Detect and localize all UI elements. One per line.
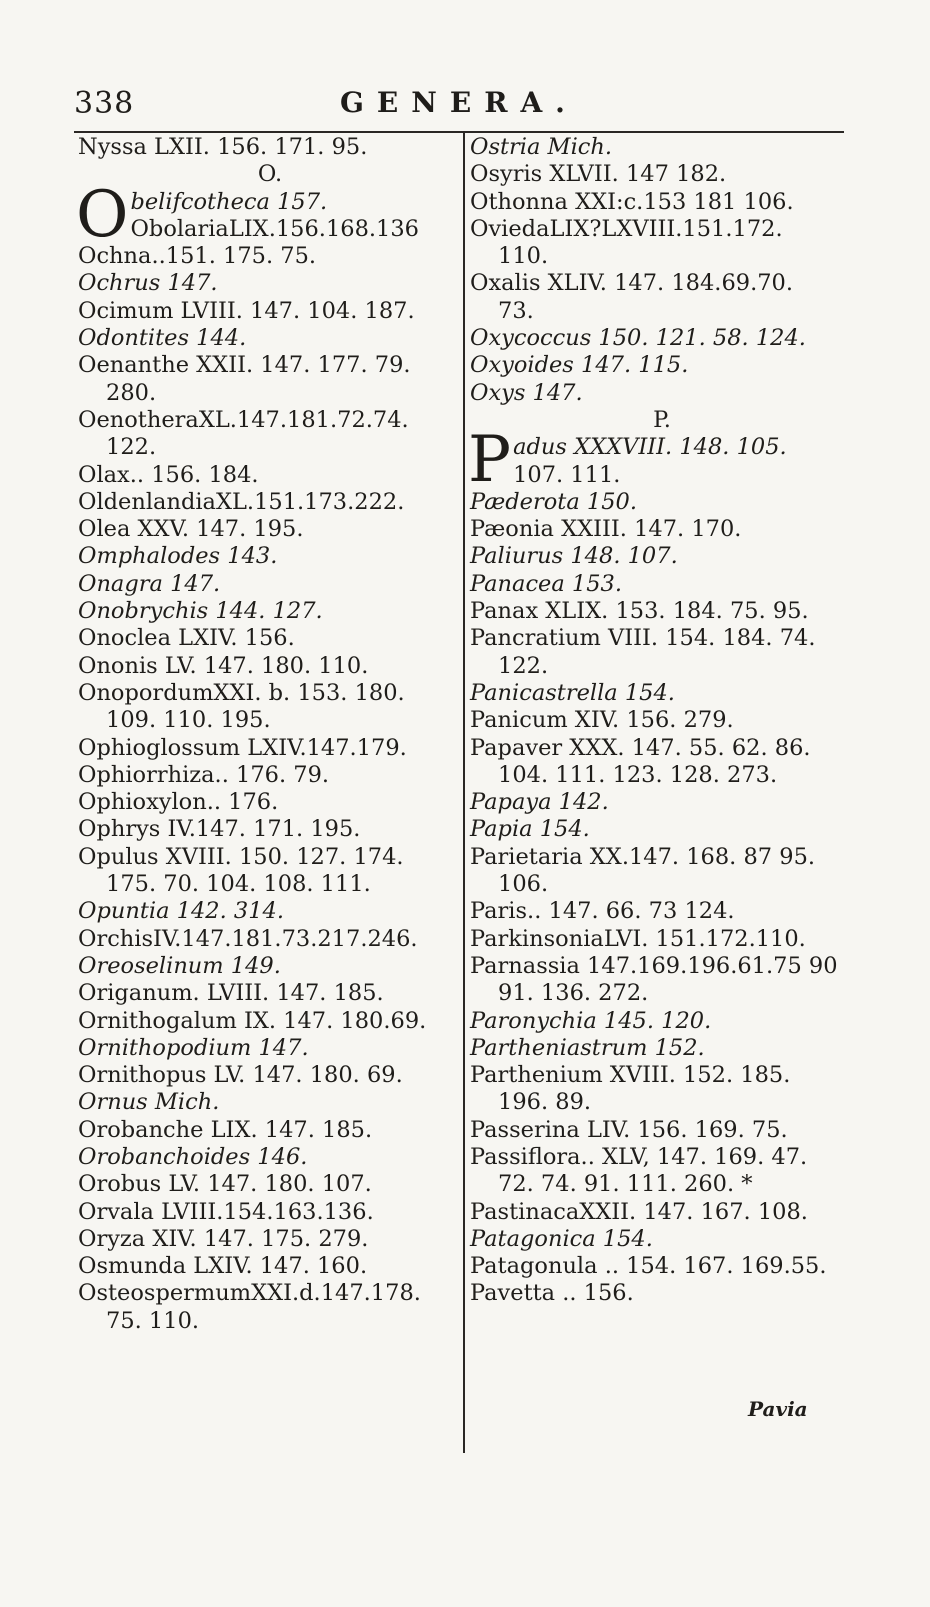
index-entry [470,1280,854,1307]
catchword: Pavia [748,1397,808,1421]
index-entry [470,898,854,925]
entry-text: belifcotheca 157. [130,188,328,215]
entry-text: Onagra 147. [78,570,221,597]
entry-text: O. [257,161,283,188]
entry-text: 110. [498,243,549,270]
index-entry [78,1035,462,1062]
entry-text: Onobrychis 144. 127. [78,598,323,625]
entry-text: OviedaLIX?LXVIII.151.172. [470,215,783,242]
index-entry [470,489,854,516]
index-entry [78,1171,462,1198]
entry-text: 91. 136. 272. [498,980,649,1007]
index-entry [78,543,462,570]
index-entry [78,1117,462,1144]
entry-text: OenotheraXL.147.181.72.74. [78,406,409,433]
index-entry [470,598,854,625]
entry-text: Ophioxylon.. 176. [78,789,279,816]
entry-text: 73. [498,297,534,324]
section-letter-heading [78,161,462,188]
section-letter-heading [470,407,854,434]
index-entry [470,1144,854,1171]
entry-text: Opulus XVIII. 150. 127. 174. [78,843,404,870]
index-entry [78,680,462,707]
index-entry [470,1008,854,1035]
entry-text: Panax XLIX. 153. 184. 75. 95. [470,598,809,625]
page-number: 338 [74,86,135,121]
entry-text: OsteospermumXXI.d.147.178. [78,1280,421,1307]
index-entry [470,1226,854,1253]
entry-text: Ornithopus LV. 147. 180. 69. [78,1062,403,1089]
entry-text: ObolariaLIX.156.168.136 [130,215,419,242]
index-continuation-line [78,434,462,461]
index-entry [78,1008,462,1035]
index-entry [78,325,462,352]
index-entry [470,380,854,407]
entry-text: Othonna XXI:c.153 181 106. [470,188,794,215]
index-entry [470,1035,854,1062]
entry-text: Parnassia 147.169.196.61.75 90 [470,952,838,979]
entry-text: Panacea 153. [470,570,623,597]
entry-text: 75. 110. [106,1307,200,1334]
entry-text: Papaya 142. [470,789,609,816]
entry-text: OldenlandiaXL.151.173.222. [78,488,405,515]
index-continuation-line [78,216,462,243]
index-entry [470,926,854,953]
index-entry [470,953,854,980]
entry-text: Oxycoccus 150. 121. 58. 124. [470,325,806,352]
entry-text: Opuntia 142. 314. [78,898,284,925]
entry-text: Orobanchoides 146. [78,1143,308,1170]
column-divider [463,133,465,1453]
entry-text: Ocimum LVIII. 147. 104. 187. [78,297,415,324]
entry-text: ParkinsoniaLVI. 151.172.110. [470,925,806,952]
entry-text: 196. 89. [498,1089,592,1116]
index-entry [78,816,462,843]
entry-text: Paronychia 145. 120. [470,1007,712,1034]
index-entry [470,161,854,188]
entry-text: Olea XXV. 147. 195. [78,516,304,543]
index-entry [78,1226,462,1253]
index-entry [470,516,854,543]
entry-text: Olax.. 156. 184. [78,461,259,488]
index-entry [470,844,854,871]
index-continuation-line [470,243,854,270]
entry-text: Orvala LVIII.154.163.136. [78,1198,374,1225]
entry-text: 72. 74. 91. 111. 260. * [498,1171,753,1198]
entry-text: Pæderota 150. [470,488,638,515]
index-entry [470,1199,854,1226]
entry-text: Ophiorrhiza.. 176. 79. [78,761,330,788]
entry-text: Omphalodes 143. [78,543,278,570]
index-continuation-line [470,653,854,680]
index-continuation-line [470,871,854,898]
index-entry [470,1062,854,1089]
entry-text: adus XXXVIII. 148. 105. [513,434,787,461]
running-head: GENERA. [340,86,578,119]
index-entry [470,543,854,570]
index-entry [78,1089,462,1116]
entry-text: Pæonia XXIII. 147. 170. [470,516,742,543]
entry-text: Ophrys IV.147. 171. 195. [78,816,361,843]
index-continuation-line [470,1171,854,1198]
entry-text: Papaver XXX. 147. 55. 62. 86. [470,734,811,761]
index-entry [78,462,462,489]
index-entry [78,571,462,598]
index-entry [470,789,854,816]
index-entry [78,980,462,1007]
entry-text: 109. 110. 195. [106,707,271,734]
entry-text: Oreoselinum 149. [78,952,281,979]
index-continuation-line [470,298,854,325]
entry-text: Orobus LV. 147. 180. 107. [78,1171,372,1198]
index-entry [78,735,462,762]
index-entry [78,134,462,161]
drop-cap-initial: P [468,423,512,498]
entry-text: Onoclea LXIV. 156. [78,625,295,652]
entry-text: Oenanthe XXII. 147. 177. 79. [78,352,411,379]
index-continuation-line [78,380,462,407]
entry-text: Parietaria XX.147. 168. 87 95. [470,843,816,870]
index-entry [78,762,462,789]
entry-text: Pancratium VIII. 154. 184. 74. [470,625,816,652]
entry-text: Ochrus 147. [78,270,218,297]
entry-text: Parthenium XVIII. 152. 185. [470,1062,791,1089]
entry-text: Partheniastrum 152. [470,1034,705,1061]
index-entry [470,625,854,652]
left-column [78,134,462,1335]
entry-text: Paliurus 148. 107. [470,543,678,570]
index-entry [78,926,462,953]
entry-text: Papia 154. [470,816,590,843]
index-entry [470,680,854,707]
entry-text: P. [653,406,671,433]
index-entry [78,516,462,543]
index-entry [78,243,462,270]
index-continuation-line [78,707,462,734]
index-entry [78,407,462,434]
index-entry [78,598,462,625]
index-entry [78,1144,462,1171]
entry-text: Osyris XLVII. 147 182. [470,161,727,188]
index-entry [470,270,854,297]
entry-text: Ostria Mich. [470,134,613,160]
index-entry [470,1117,854,1144]
index-entry [470,735,854,762]
entry-text: 107. 111. [513,461,621,488]
entry-text: Odontites 144. [78,325,247,352]
entry-text: Panicastrella 154. [470,679,675,706]
entry-text: Orobanche LIX. 147. 185. [78,1116,373,1143]
index-entry [78,1253,462,1280]
index-entry [470,216,854,243]
index-entry [78,298,462,325]
index-entry [78,898,462,925]
index-entry [470,189,854,216]
index-entry [78,1199,462,1226]
entry-text: Ophioglossum LXIV.147.179. [78,734,407,761]
index-entry [78,270,462,297]
index-entry [470,352,854,379]
entry-text: Origanum. LVIII. 147. 185. [78,980,384,1007]
entry-text: Paris.. 147. 66. 73 124. [470,898,735,925]
entry-text: OrchisIV.147.181.73.217.246. [78,925,418,952]
index-continuation-line [470,462,854,489]
entry-text: Oxyoides 147. 115. [470,352,689,379]
entry-text: 122. [106,434,157,461]
entry-text: 106. [498,871,549,898]
entry-text: 122. [498,652,549,679]
index-entry [78,789,462,816]
entry-text: 280. [106,379,157,406]
index-continuation-line [470,980,854,1007]
index-continuation-line [470,1089,854,1116]
index-entry [78,489,462,516]
entry-text: Ononis LV. 147. 180. 110. [78,652,369,679]
index-entry [470,325,854,352]
entry-text: Ornithopodium 147. [78,1034,309,1061]
entry-text: OnopordumXXI. b. 153. 180. [78,679,405,706]
index-entry [78,844,462,871]
entry-text: Patagonica 154. [470,1225,653,1252]
entry-text: Nyssa LXII. 156. 171. 95. [78,134,368,160]
entry-text: 104. 111. 123. 128. 273. [498,761,778,788]
right-column [470,134,854,1308]
entry-text: Pavetta .. 156. [470,1280,634,1307]
entry-text: Oxys 147. [470,379,583,406]
index-entry [78,1062,462,1089]
entry-text: Oxalis XLIV. 147. 184.69.70. [470,270,794,297]
index-entry [78,1280,462,1307]
index-entry [470,571,854,598]
entry-text: Patagonula .. 154. 167. 169.55. [470,1253,827,1280]
entry-text: Passerina LIV. 156. 169. 75. [470,1116,788,1143]
entry-text: Oryza XIV. 147. 175. 279. [78,1225,369,1252]
index-continuation-line [470,762,854,789]
entry-text: PastinacaXXII. 147. 167. 108. [470,1198,808,1225]
header-rule [74,131,844,133]
index-entry [78,625,462,652]
drop-cap-initial: O [76,177,129,252]
index-continuation-line [78,871,462,898]
entry-text: Ochna..151. 175. 75. [78,243,317,270]
index-continuation-line [78,1308,462,1335]
index-entry [470,707,854,734]
index-entry [470,1253,854,1280]
entry-text: Osmunda LXIV. 147. 160. [78,1253,368,1280]
index-entry [470,816,854,843]
entry-text: 175. 70. 104. 108. 111. [106,871,371,898]
entry-text: Panicum XIV. 156. 279. [470,707,734,734]
entry-text: Ornithogalum IX. 147. 180.69. [78,1007,427,1034]
index-entry [78,352,462,379]
entry-text: Passiflora.. XLV, 147. 169. 47. [470,1143,808,1170]
entry-text: Ornus Mich. [78,1089,220,1116]
index-entry [470,134,854,161]
index-entry [78,953,462,980]
index-entry [78,653,462,680]
